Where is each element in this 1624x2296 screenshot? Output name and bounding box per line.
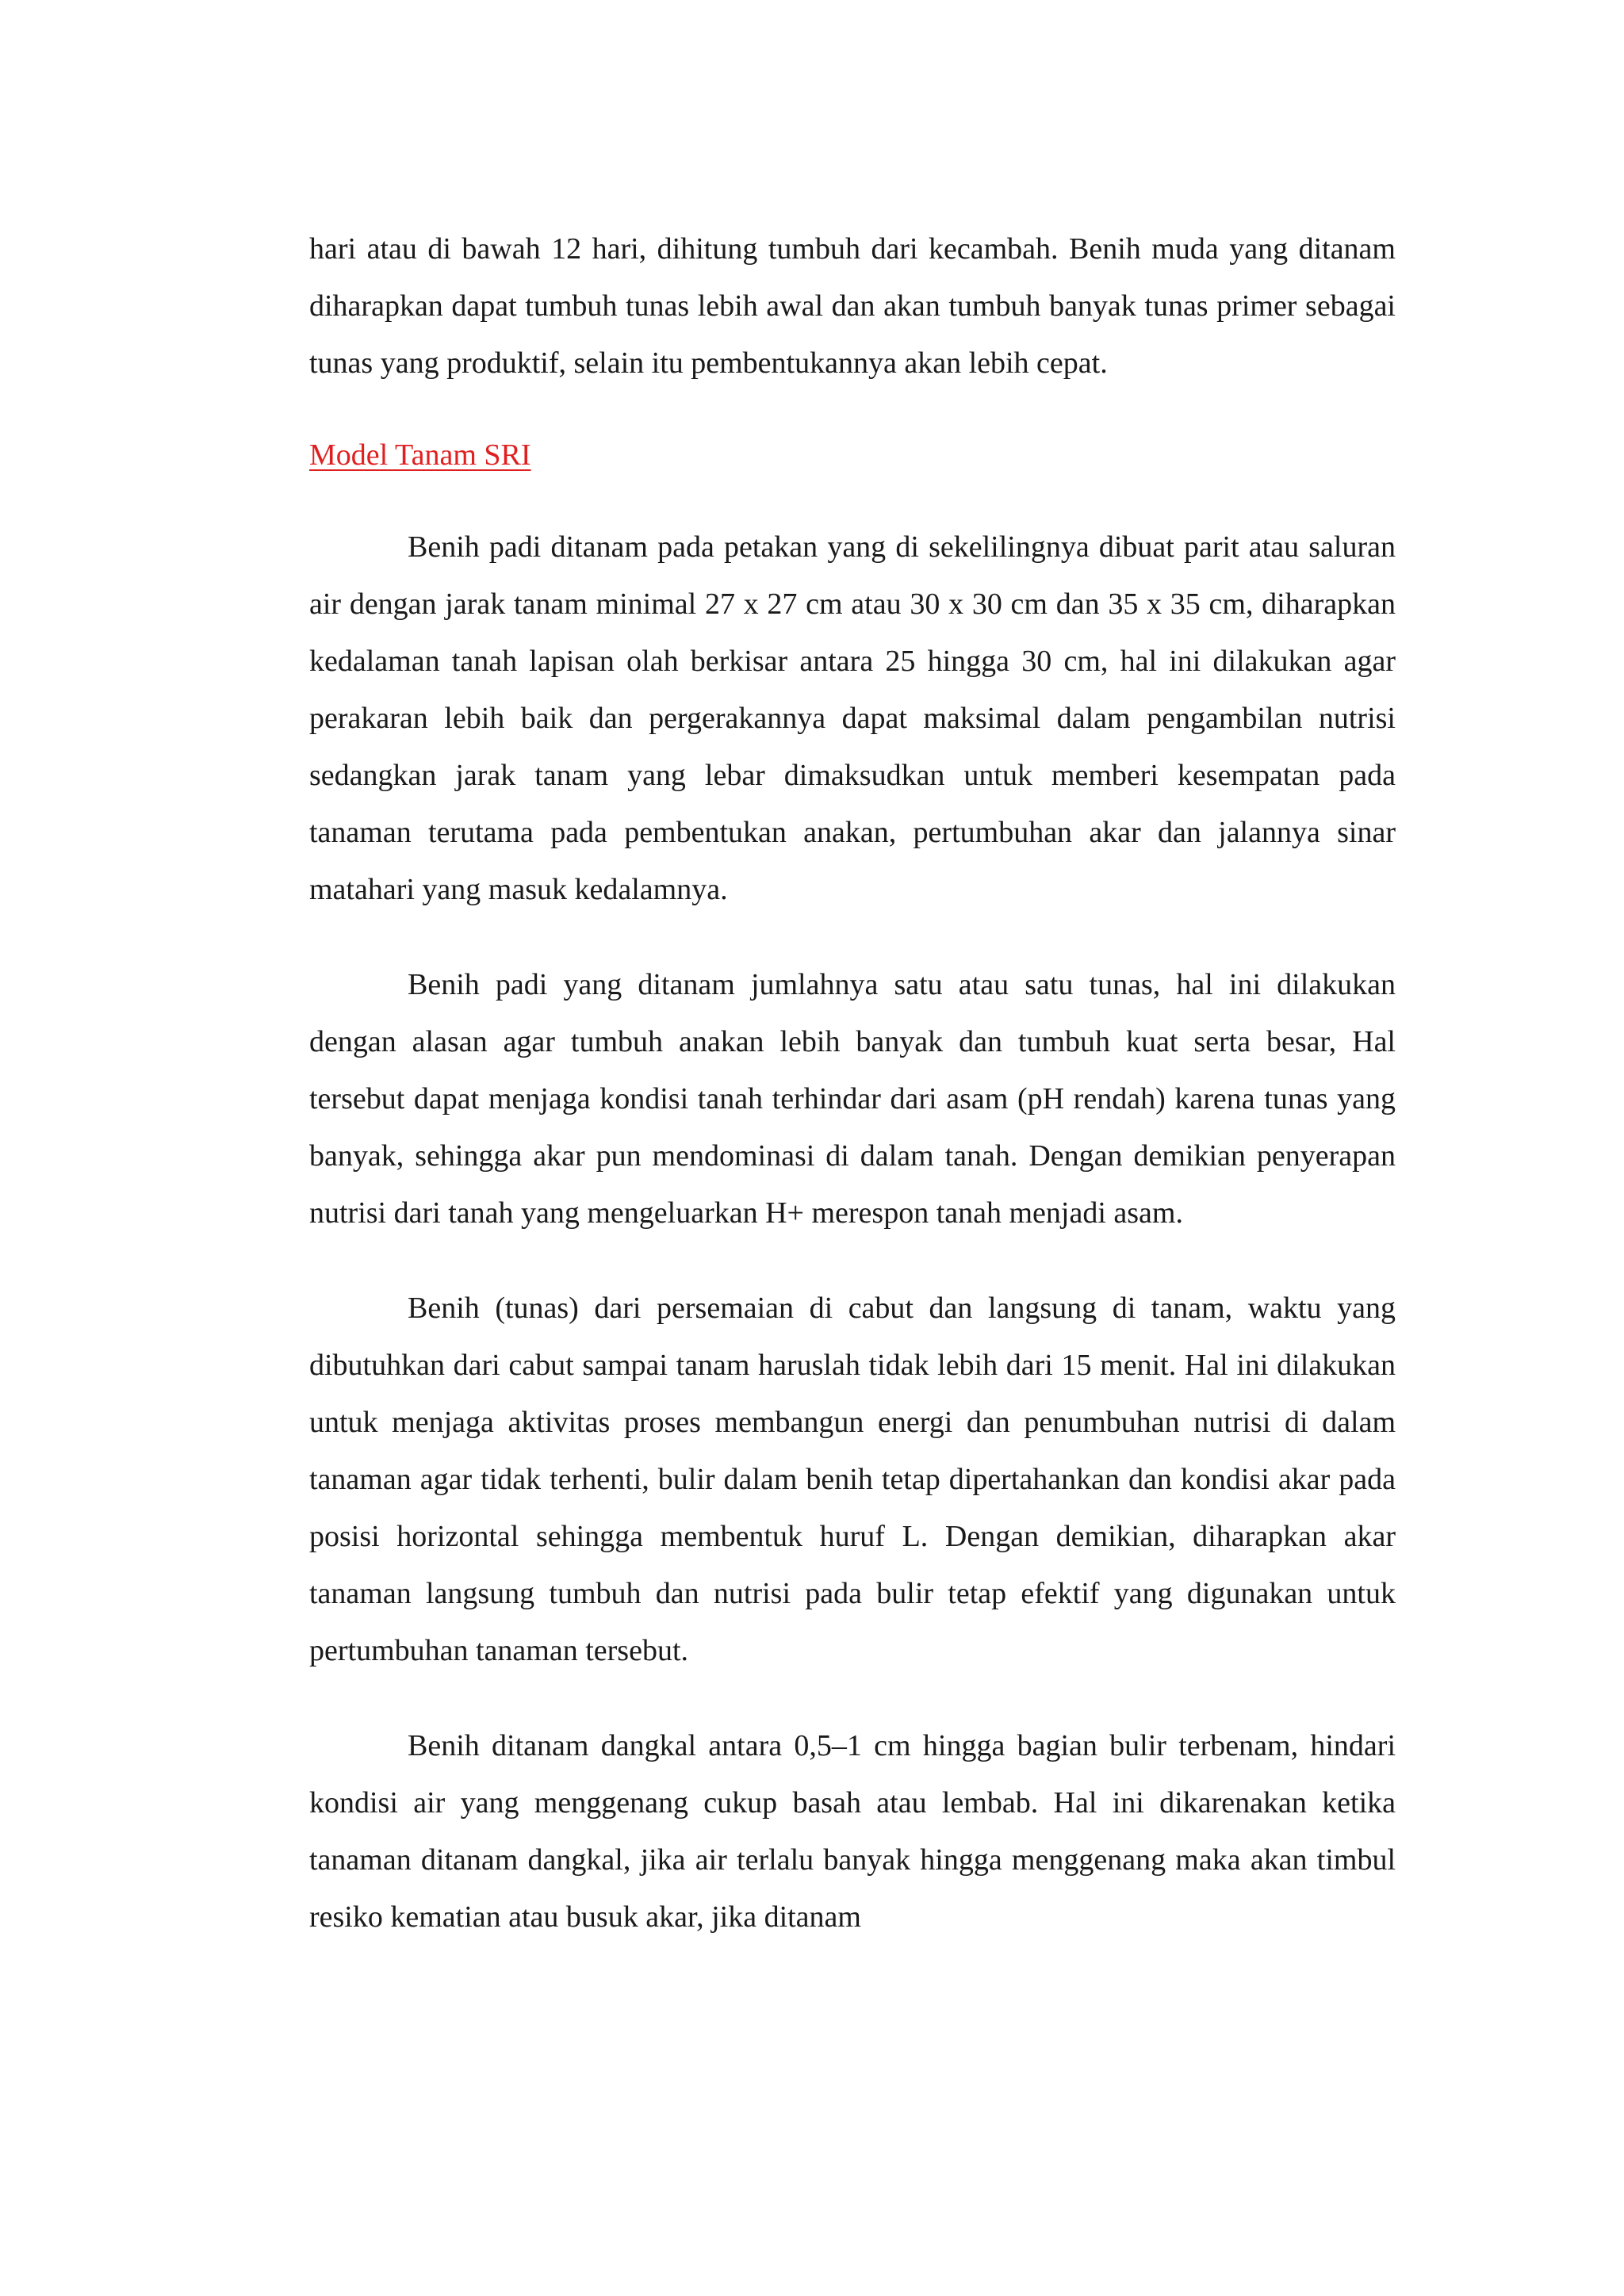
paragraph-transplanting: Benih (tunas) dari persemaian di cabut dan langsung di tanam, waktu yang dibutuhkan dari cabut sampai tanam haruslah tidak lebih dari 15 menit. Hal ini dilakukan untuk menjaga aktivitas proses membangun energi dan penumbuhan nutrisi di dalam tanaman agar tidak terhenti, bulir dalam benih tetap dipertahankan dan kondisi akar pada posisi horizontal sehingga membentuk huruf L. Dengan demikian, diharapkan akar tanaman langsung tumbuh dan nutrisi pada bulir tetap efektif yang digunakan untuk pertumbuhan tanaman tersebut. [309, 1292, 1396, 1667]
section-heading: Model Tanam SRI [309, 438, 531, 472]
paragraph-continuation: hari atau di bawah 12 hari, dihitung tumbuh dari kecambah. Benih muda yang ditanam diharapkan dapat tumbuh tunas lebih awal dan akan tumbuh banyak tunas primer sebagai tunas yang produktif, selain itu pembentukannya akan lebih cepat. [309, 232, 1396, 380]
paragraph-planting-spacing: Benih padi ditanam pada petakan yang di sekelilingnya dibuat parit atau saluran air dengan jarak tanam minimal 27 x 27 cm atau 30 x 30 cm dan 35 x 35 cm, diharapkan kedalaman tanah lapisan olah berkisar antara 25 hingga 30 cm, hal ini dilakukan agar perakaran lebih baik dan pergerakannya dapat maksimal dalam pengambilan nutrisi sedangkan jarak tanam yang lebar dimaksudkan untuk memberi kesempatan pada tanaman terutama pada pembentukan anakan, pertumbuhan akar dan jalannya sinar matahari yang masuk kedalamnya. [309, 530, 1396, 906]
page-content [309, 220, 1396, 1946]
paragraph-seed-count: Benih padi yang ditanam jumlahnya satu atau satu tunas, hal ini dilakukan dengan alasan agar tumbuh anakan lebih banyak dan tumbuh kuat serta besar, Hal tersebut dapat menjaga kondisi tanah terhindar dari asam (pH rendah) karena tunas yang banyak, sehingga akar pun mendominasi di dalam tanah. Dengan demikian penyerapan nutrisi dari tanah yang mengeluarkan H+ merespon tanah menjadi asam. [309, 968, 1396, 1230]
paragraph-planting-depth: Benih ditanam dangkal antara 0,5–1 cm hingga bagian bulir terbenam, hindari kondisi air yang menggenang cukup basah atau lembab. Hal ini dikarenakan ketika tanaman ditanam dangkal, jika air terlalu banyak hingga menggenang maka akan timbul resiko kematian atau busuk akar, jika ditanam [309, 1729, 1396, 1934]
